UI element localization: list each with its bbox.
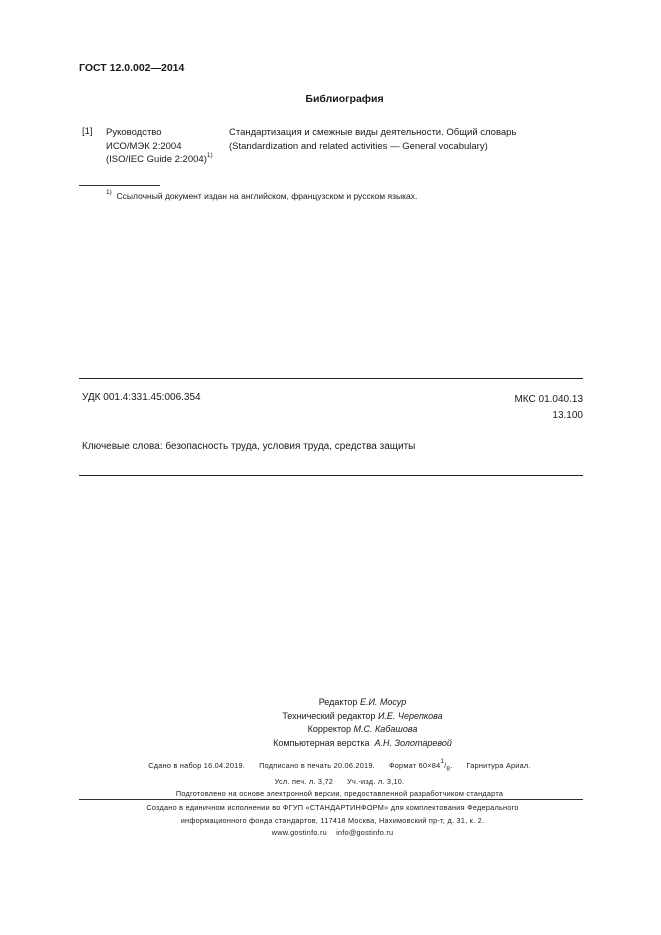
keywords: Ключевые слова: безопасность труда, условия труда, средства защиты <box>82 441 416 452</box>
document-code: ГОСТ 12.0.002—2014 <box>79 62 185 74</box>
typeface: Гарнитура Ариал. <box>466 761 531 770</box>
footnote-divider <box>79 185 160 186</box>
print-info-line <box>18 776 661 789</box>
bibliography-title: Библиография <box>305 93 384 105</box>
footnote-reference-mark: 1) <box>206 152 213 159</box>
credit-name: Е.И. Мосур <box>359 697 407 707</box>
print-sheets: Усл. печ. л. 3,72 <box>274 776 334 786</box>
publisher-contacts <box>4 827 661 840</box>
credit-label: Технический редактор <box>282 710 376 721</box>
publisher-line: информационного фонда стандартов, 117418 Москва, Нахимовский пр-т, д. 31, к. 2. <box>180 815 485 825</box>
mks-codes <box>514 392 583 424</box>
footnote-text: Ссылочный документ издан на английском, французском и русском языках. <box>116 191 418 201</box>
reference-title <box>229 126 516 153</box>
credit-layout <box>64 737 661 751</box>
submitted-date: Сдано в набор 16.04.2019. <box>148 761 246 770</box>
reference-title-line: Стандартизация и смежные виды деятельности. Общий словарь <box>229 127 517 138</box>
publishing-sheets: Уч.-изд. л. 3,10. <box>347 776 405 786</box>
signed-date: Подписано в печать 20.06.2019. <box>259 761 375 770</box>
publisher-rule <box>79 799 583 800</box>
mks-code: МКС 01.040.13 <box>514 394 583 405</box>
mks-code: 13.100 <box>552 410 583 421</box>
print-info <box>0 760 661 801</box>
paper-format-sup: 1 <box>440 758 445 765</box>
paper-format-suffix: . <box>450 761 453 770</box>
credit-name: А.Н. Золотаревой <box>374 737 452 748</box>
udk-code: УДК 001.4:331.45:006.354 <box>82 392 201 403</box>
reference-designation-line: Руководство <box>106 127 162 138</box>
credit-name: И.Е. Черепкова <box>377 710 443 721</box>
email-link[interactable]: info@gostinfo.ru <box>336 828 394 837</box>
credit-editor <box>64 696 661 710</box>
classification-bottom-rule <box>79 475 583 476</box>
credit-label: Корректор <box>307 724 351 734</box>
classification-top-rule <box>79 378 583 379</box>
credit-name: М.С. Кабашова <box>353 724 418 734</box>
reference-designation-text: (ISO/IEC Guide 2:2004) <box>106 154 207 165</box>
print-info-line: Подготовлено на основе электронной версии, предоставленной разработчиком стандарта <box>175 789 504 799</box>
reference-designation <box>106 126 213 167</box>
credit-corrector <box>64 723 661 737</box>
reference-designation-line: ИСО/МЭК 2:2004 <box>106 140 182 152</box>
publisher-block <box>0 802 661 840</box>
reference-title-line: (Standardization and related activities — General vocabulary) <box>229 140 488 152</box>
credit-label: Редактор <box>318 697 358 707</box>
paper-format-text: Формат 60×84 <box>388 761 441 770</box>
paper-format-sub: 8 <box>446 765 451 773</box>
footnote-mark: 1) <box>106 189 112 196</box>
footnote <box>106 191 417 201</box>
credit-label: Компьютерная верстка <box>273 737 370 748</box>
credits-block <box>0 696 661 750</box>
reference-number: [1] <box>82 126 93 137</box>
print-info-line <box>18 760 661 776</box>
publisher-line: Создано в единичном исполнении во ФГУП «СТАНДАРТИНФОРМ» для комплектования Федерального <box>146 803 519 812</box>
reference-designation-line <box>106 153 213 167</box>
paper-format: Формат $60\times 84^1/_8$. <box>388 758 453 773</box>
credit-tech-editor <box>64 710 661 724</box>
website-link[interactable]: www.gostinfo.ru <box>271 828 327 837</box>
